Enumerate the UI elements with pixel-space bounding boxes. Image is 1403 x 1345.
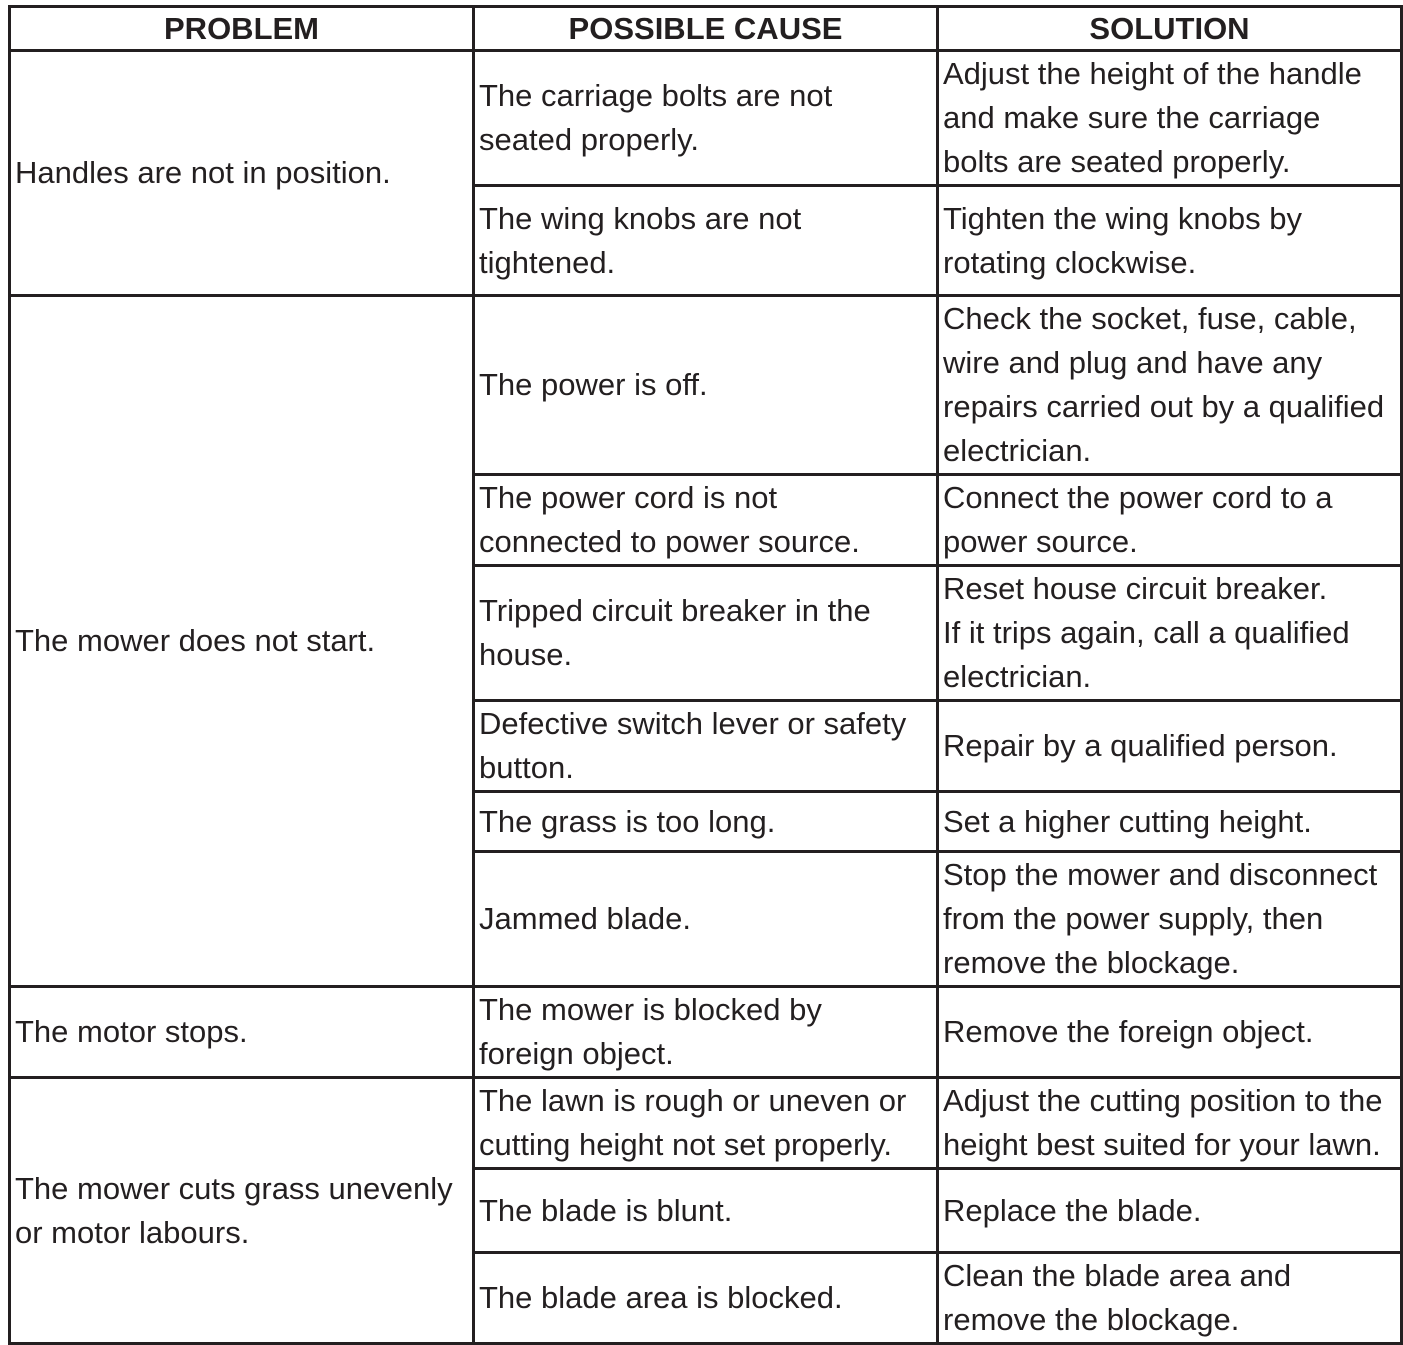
solution-cell: Check the socket, fuse, cable, wire and plug and have any repairs carried out by a qualified electrician. xyxy=(938,296,1402,475)
cause-cell: Tripped circuit breaker in the house. xyxy=(474,566,938,701)
cause-cell: The lawn is rough or uneven or cutting height not set properly. xyxy=(474,1078,938,1169)
solution-cell: Connect the power cord to a power source. xyxy=(938,475,1402,566)
cause-cell: The power cord is not connected to power source. xyxy=(474,475,938,566)
solution-cell: Reset house circuit breaker. If it trips again, call a qualified electrician. xyxy=(938,566,1402,701)
cause-cell: The mower is blocked by foreign object. xyxy=(474,987,938,1078)
header-solution: SOLUTION xyxy=(938,7,1402,51)
cause-cell: The wing knobs are not tightened. xyxy=(474,186,938,296)
header-possible-cause: POSSIBLE CAUSE xyxy=(474,7,938,51)
cause-cell: Defective switch lever or safety button. xyxy=(474,701,938,792)
solution-cell: Adjust the cutting position to the height best suited for your lawn. xyxy=(938,1078,1402,1169)
table-body xyxy=(10,51,1402,1344)
table-row xyxy=(10,51,1402,186)
problem-cell: Handles are not in position. xyxy=(10,51,474,296)
solution-cell: Clean the blade area and remove the blockage. xyxy=(938,1253,1402,1344)
solution-cell: Set a higher cutting height. xyxy=(938,792,1402,852)
table-row xyxy=(10,987,1402,1078)
header-row xyxy=(10,7,1402,51)
solution-cell: Repair by a qualified person. xyxy=(938,701,1402,792)
header-problem: PROBLEM xyxy=(10,7,474,51)
solution-cell: Replace the blade. xyxy=(938,1169,1402,1253)
table-row xyxy=(10,1078,1402,1169)
troubleshooting-table xyxy=(8,5,1403,1345)
cause-cell: The blade area is blocked. xyxy=(474,1253,938,1344)
table-header xyxy=(10,7,1402,51)
solution-cell: Adjust the height of the handle and make sure the carriage bolts are seated properly. xyxy=(938,51,1402,186)
cause-cell: The grass is too long. xyxy=(474,792,938,852)
problem-cell: The mower does not start. xyxy=(10,296,474,987)
solution-cell: Remove the foreign object. xyxy=(938,987,1402,1078)
cause-cell: The carriage bolts are not seated properly. xyxy=(474,51,938,186)
table-row xyxy=(10,296,1402,475)
problem-cell: The motor stops. xyxy=(10,987,474,1078)
problem-cell: The mower cuts grass unevenly or motor labours. xyxy=(10,1078,474,1344)
cause-cell: The power is off. xyxy=(474,296,938,475)
solution-cell: Stop the mower and disconnect from the power supply, then remove the blockage. xyxy=(938,852,1402,987)
cause-cell: The blade is blunt. xyxy=(474,1169,938,1253)
cause-cell: Jammed blade. xyxy=(474,852,938,987)
solution-cell: Tighten the wing knobs by rotating clockwise. xyxy=(938,186,1402,296)
